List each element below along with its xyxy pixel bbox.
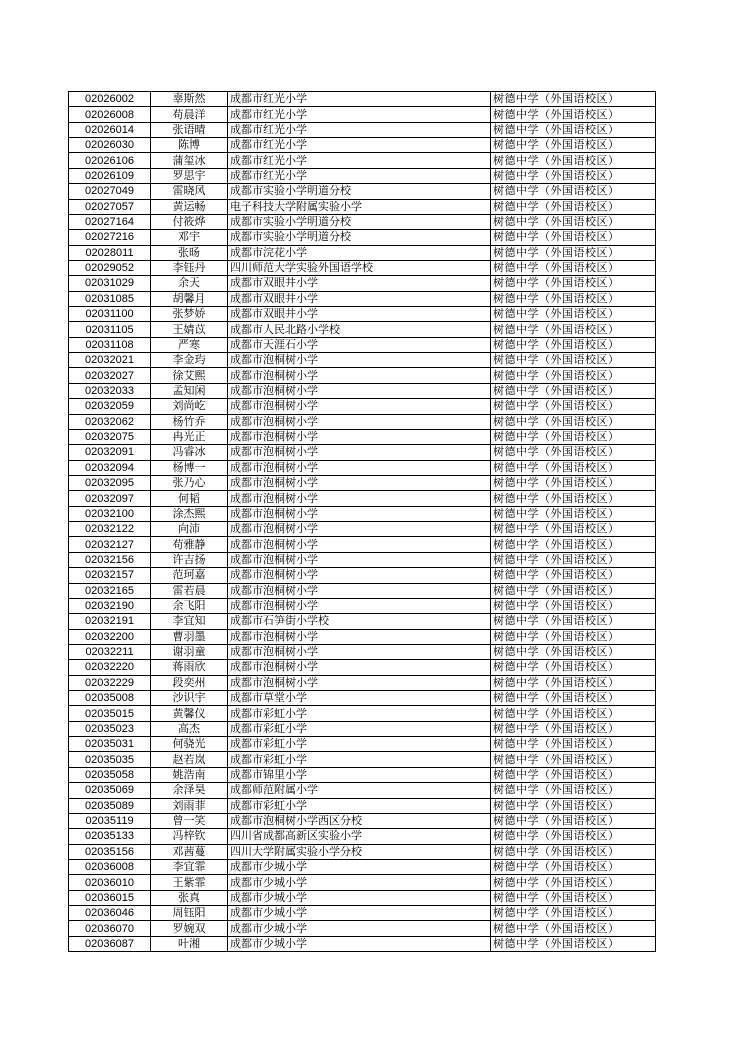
table-row bbox=[69, 475, 656, 490]
primary-school-cell: 成都市彩虹小学 bbox=[228, 737, 491, 752]
student-name-cell: 李宜霏 bbox=[151, 859, 228, 874]
student-id-cell: 02032027 bbox=[69, 368, 151, 383]
table-row bbox=[69, 552, 656, 567]
admitted-school-cell: 树德中学（外国语校区） bbox=[491, 522, 656, 537]
table-row bbox=[69, 906, 656, 921]
table-row bbox=[69, 875, 656, 890]
admitted-school-cell: 树德中学（外国语校区） bbox=[491, 122, 656, 137]
primary-school-cell: 成都市双眼井小学 bbox=[228, 291, 491, 306]
admitted-school-cell: 树德中学（外国语校区） bbox=[491, 906, 656, 921]
table-row bbox=[69, 706, 656, 721]
table-row bbox=[69, 383, 656, 398]
student-name-cell: 罗思宇 bbox=[151, 168, 228, 183]
student-id-cell: 02032094 bbox=[69, 460, 151, 475]
table-row bbox=[69, 214, 656, 229]
primary-school-cell: 成都市彩虹小学 bbox=[228, 752, 491, 767]
student-id-cell: 02032100 bbox=[69, 506, 151, 521]
admitted-school-cell: 树德中学（外国语校区） bbox=[491, 798, 656, 813]
primary-school-cell: 成都市红光小学 bbox=[228, 153, 491, 168]
student-id-cell: 02026014 bbox=[69, 122, 151, 137]
student-id-cell: 02026002 bbox=[69, 92, 151, 107]
table-row bbox=[69, 460, 656, 475]
student-name-cell: 苟雅静 bbox=[151, 537, 228, 552]
primary-school-cell: 成都市泡桐树小学 bbox=[228, 383, 491, 398]
primary-school-cell: 成都市泡桐树小学 bbox=[228, 414, 491, 429]
student-id-cell: 02032033 bbox=[69, 383, 151, 398]
primary-school-cell: 成都市少城小学 bbox=[228, 906, 491, 921]
primary-school-cell: 成都市泡桐树小学 bbox=[228, 598, 491, 613]
table-row bbox=[69, 153, 656, 168]
admitted-school-cell: 树德中学（外国语校区） bbox=[491, 767, 656, 782]
admitted-school-cell: 树德中学（外国语校区） bbox=[491, 383, 656, 398]
student-name-cell: 张梦娇 bbox=[151, 307, 228, 322]
student-name-cell: 辜斯然 bbox=[151, 92, 228, 107]
table-row bbox=[69, 445, 656, 460]
student-name-cell: 黄运畅 bbox=[151, 199, 228, 214]
primary-school-cell: 成都市泡桐树小学 bbox=[228, 368, 491, 383]
student-name-cell: 张乃心 bbox=[151, 475, 228, 490]
student-name-cell: 周钰阳 bbox=[151, 906, 228, 921]
primary-school-cell: 成都市泡桐树小学 bbox=[228, 629, 491, 644]
table-row bbox=[69, 890, 656, 905]
admitted-school-cell: 树德中学（外国语校区） bbox=[491, 552, 656, 567]
student-name-cell: 徐艾熙 bbox=[151, 368, 228, 383]
admitted-school-cell: 树德中学（外国语校区） bbox=[491, 829, 656, 844]
admitted-school-cell: 树德中学（外国语校区） bbox=[491, 460, 656, 475]
primary-school-cell: 四川省成都高新区实验小学 bbox=[228, 829, 491, 844]
student-name-cell: 苟晨洋 bbox=[151, 107, 228, 122]
primary-school-cell: 成都市浣花小学 bbox=[228, 245, 491, 260]
table-row bbox=[69, 230, 656, 245]
student-name-cell: 姚浩南 bbox=[151, 767, 228, 782]
student-id-cell: 02028011 bbox=[69, 245, 151, 260]
student-id-cell: 02036010 bbox=[69, 875, 151, 890]
student-id-cell: 02031085 bbox=[69, 291, 151, 306]
primary-school-cell: 成都市双眼井小学 bbox=[228, 307, 491, 322]
admitted-school-cell: 树德中学（外国语校区） bbox=[491, 337, 656, 352]
student-id-cell: 02032156 bbox=[69, 552, 151, 567]
student-id-cell: 02032097 bbox=[69, 491, 151, 506]
student-id-cell: 02036046 bbox=[69, 906, 151, 921]
student-id-cell: 02026030 bbox=[69, 138, 151, 153]
primary-school-cell: 成都师范附属小学 bbox=[228, 783, 491, 798]
student-id-cell: 02035119 bbox=[69, 813, 151, 828]
table-row bbox=[69, 122, 656, 137]
student-id-cell: 02036008 bbox=[69, 859, 151, 874]
primary-school-cell: 成都市实验小学明道分校 bbox=[228, 184, 491, 199]
student-name-cell: 曹羽墨 bbox=[151, 629, 228, 644]
table-row bbox=[69, 506, 656, 521]
table-row bbox=[69, 598, 656, 613]
student-name-cell: 蒲玺冰 bbox=[151, 153, 228, 168]
primary-school-cell: 电子科技大学附属实验小学 bbox=[228, 199, 491, 214]
primary-school-cell: 成都市泡桐树小学 bbox=[228, 537, 491, 552]
admitted-school-cell: 树德中学（外国语校区） bbox=[491, 691, 656, 706]
student-name-cell: 黄馨仪 bbox=[151, 706, 228, 721]
table-row bbox=[69, 783, 656, 798]
student-id-cell: 02035023 bbox=[69, 721, 151, 736]
table-row bbox=[69, 168, 656, 183]
student-id-cell: 02026106 bbox=[69, 153, 151, 168]
student-name-cell: 冯睿冰 bbox=[151, 445, 228, 460]
table-row bbox=[69, 184, 656, 199]
primary-school-cell: 成都市少城小学 bbox=[228, 859, 491, 874]
admitted-school-cell: 树德中学（外国语校区） bbox=[491, 737, 656, 752]
primary-school-cell: 成都市泡桐树小学 bbox=[228, 552, 491, 567]
primary-school-cell: 成都市少城小学 bbox=[228, 921, 491, 936]
admitted-school-cell: 树德中学（外国语校区） bbox=[491, 598, 656, 613]
student-name-cell: 罗婉双 bbox=[151, 921, 228, 936]
student-id-cell: 02032220 bbox=[69, 660, 151, 675]
student-id-cell: 02032075 bbox=[69, 429, 151, 444]
primary-school-cell: 成都市双眼井小学 bbox=[228, 276, 491, 291]
student-id-cell: 02035133 bbox=[69, 829, 151, 844]
primary-school-cell: 成都市泡桐树小学西区分校 bbox=[228, 813, 491, 828]
admitted-school-cell: 树德中学（外国语校区） bbox=[491, 107, 656, 122]
student-id-cell: 02035089 bbox=[69, 798, 151, 813]
primary-school-cell: 成都市少城小学 bbox=[228, 875, 491, 890]
student-id-cell: 02032190 bbox=[69, 598, 151, 613]
primary-school-cell: 成都市泡桐树小学 bbox=[228, 644, 491, 659]
table-row bbox=[69, 936, 656, 951]
table-row bbox=[69, 260, 656, 275]
table-row bbox=[69, 644, 656, 659]
table-row bbox=[69, 399, 656, 414]
student-id-cell: 02032021 bbox=[69, 353, 151, 368]
student-name-cell: 张旸 bbox=[151, 245, 228, 260]
student-name-cell: 付筱烨 bbox=[151, 214, 228, 229]
student-name-cell: 张真 bbox=[151, 890, 228, 905]
table-row bbox=[69, 629, 656, 644]
admitted-school-cell: 树德中学（外国语校区） bbox=[491, 445, 656, 460]
student-id-cell: 02027057 bbox=[69, 199, 151, 214]
table-row bbox=[69, 568, 656, 583]
primary-school-cell: 成都市泡桐树小学 bbox=[228, 568, 491, 583]
student-name-cell: 陈博 bbox=[151, 138, 228, 153]
student-name-cell: 李钰丹 bbox=[151, 260, 228, 275]
primary-school-cell: 成都市泡桐树小学 bbox=[228, 583, 491, 598]
student-id-cell: 02026109 bbox=[69, 168, 151, 183]
admitted-school-cell: 树德中学（外国语校区） bbox=[491, 660, 656, 675]
table-row bbox=[69, 767, 656, 782]
student-id-cell: 02035069 bbox=[69, 783, 151, 798]
student-id-cell: 02027164 bbox=[69, 214, 151, 229]
student-name-cell: 刘雨菲 bbox=[151, 798, 228, 813]
admitted-school-cell: 树德中学（外国语校区） bbox=[491, 921, 656, 936]
primary-school-cell: 成都市泡桐树小学 bbox=[228, 399, 491, 414]
primary-school-cell: 成都市彩虹小学 bbox=[228, 721, 491, 736]
student-name-cell: 叶湘 bbox=[151, 936, 228, 951]
student-id-cell: 02029052 bbox=[69, 260, 151, 275]
admitted-school-cell: 树德中学（外国语校区） bbox=[491, 414, 656, 429]
table-row bbox=[69, 138, 656, 153]
primary-school-cell: 成都市泡桐树小学 bbox=[228, 445, 491, 460]
primary-school-cell: 成都市红光小学 bbox=[228, 168, 491, 183]
admitted-school-cell: 树德中学（外国语校区） bbox=[491, 214, 656, 229]
primary-school-cell: 成都市少城小学 bbox=[228, 890, 491, 905]
primary-school-cell: 成都市泡桐树小学 bbox=[228, 660, 491, 675]
primary-school-cell: 成都市泡桐树小学 bbox=[228, 675, 491, 690]
student-name-cell: 冯梓钦 bbox=[151, 829, 228, 844]
student-name-cell: 段奕州 bbox=[151, 675, 228, 690]
admitted-school-cell: 树德中学（外国语校区） bbox=[491, 230, 656, 245]
admitted-school-cell: 树德中学（外国语校区） bbox=[491, 491, 656, 506]
admitted-school-cell: 树德中学（外国语校区） bbox=[491, 583, 656, 598]
table-row bbox=[69, 429, 656, 444]
admitted-school-cell: 树德中学（外国语校区） bbox=[491, 276, 656, 291]
student-id-cell: 02027049 bbox=[69, 184, 151, 199]
student-id-cell: 02032229 bbox=[69, 675, 151, 690]
admitted-school-cell: 树德中学（外国语校区） bbox=[491, 859, 656, 874]
student-id-cell: 02036087 bbox=[69, 936, 151, 951]
table-row bbox=[69, 322, 656, 337]
table-row bbox=[69, 614, 656, 629]
student-name-cell: 涂杰熙 bbox=[151, 506, 228, 521]
admitted-school-cell: 树德中学（外国语校区） bbox=[491, 322, 656, 337]
student-id-cell: 02031100 bbox=[69, 307, 151, 322]
student-name-cell: 王婧苡 bbox=[151, 322, 228, 337]
table-row bbox=[69, 798, 656, 813]
primary-school-cell: 成都市泡桐树小学 bbox=[228, 522, 491, 537]
table-body bbox=[69, 92, 656, 952]
table-row bbox=[69, 276, 656, 291]
primary-school-cell: 成都市锦里小学 bbox=[228, 767, 491, 782]
admitted-school-cell: 树德中学（外国语校区） bbox=[491, 475, 656, 490]
table-row bbox=[69, 199, 656, 214]
student-id-cell: 02035058 bbox=[69, 767, 151, 782]
student-name-cell: 邓宇 bbox=[151, 230, 228, 245]
student-name-cell: 向沛 bbox=[151, 522, 228, 537]
student-id-cell: 02035031 bbox=[69, 737, 151, 752]
student-id-cell: 02036015 bbox=[69, 890, 151, 905]
student-id-cell: 02032122 bbox=[69, 522, 151, 537]
admitted-school-cell: 树德中学（外国语校区） bbox=[491, 199, 656, 214]
table-row bbox=[69, 414, 656, 429]
table-row bbox=[69, 291, 656, 306]
table-row bbox=[69, 353, 656, 368]
primary-school-cell: 成都市天涯石小学 bbox=[228, 337, 491, 352]
student-id-cell: 02026008 bbox=[69, 107, 151, 122]
student-name-cell: 许吉扬 bbox=[151, 552, 228, 567]
student-id-cell: 02035156 bbox=[69, 844, 151, 859]
primary-school-cell: 成都市人民北路小学校 bbox=[228, 322, 491, 337]
admitted-school-cell: 树德中学（外国语校区） bbox=[491, 721, 656, 736]
table-row bbox=[69, 522, 656, 537]
admitted-school-cell: 树德中学（外国语校区） bbox=[491, 706, 656, 721]
student-name-cell: 雷若晨 bbox=[151, 583, 228, 598]
admitted-school-cell: 树德中学（外国语校区） bbox=[491, 752, 656, 767]
student-id-cell: 02032191 bbox=[69, 614, 151, 629]
student-id-cell: 02031108 bbox=[69, 337, 151, 352]
table-row bbox=[69, 537, 656, 552]
admitted-school-cell: 树德中学（外国语校区） bbox=[491, 184, 656, 199]
student-name-cell: 范珂嘉 bbox=[151, 568, 228, 583]
admitted-school-cell: 树德中学（外国语校区） bbox=[491, 675, 656, 690]
student-id-cell: 02035035 bbox=[69, 752, 151, 767]
admitted-school-cell: 树德中学（外国语校区） bbox=[491, 890, 656, 905]
table-row bbox=[69, 844, 656, 859]
admitted-school-cell: 树德中学（外国语校区） bbox=[491, 429, 656, 444]
student-name-cell: 沙识宇 bbox=[151, 691, 228, 706]
admitted-school-cell: 树德中学（外国语校区） bbox=[491, 245, 656, 260]
student-name-cell: 何骁光 bbox=[151, 737, 228, 752]
student-name-cell: 胡馨月 bbox=[151, 291, 228, 306]
student-id-cell: 02027216 bbox=[69, 230, 151, 245]
admitted-school-cell: 树德中学（外国语校区） bbox=[491, 92, 656, 107]
primary-school-cell: 成都市草堂小学 bbox=[228, 691, 491, 706]
student-name-cell: 冉光正 bbox=[151, 429, 228, 444]
student-name-cell: 王紫霏 bbox=[151, 875, 228, 890]
student-id-cell: 02032211 bbox=[69, 644, 151, 659]
student-name-cell: 赵若岚 bbox=[151, 752, 228, 767]
primary-school-cell: 成都市红光小学 bbox=[228, 122, 491, 137]
primary-school-cell: 成都市少城小学 bbox=[228, 936, 491, 951]
primary-school-cell: 四川师范大学实验外国语学校 bbox=[228, 260, 491, 275]
admitted-school-cell: 树德中学（外国语校区） bbox=[491, 644, 656, 659]
student-id-cell: 02032095 bbox=[69, 475, 151, 490]
admitted-school-cell: 树德中学（外国语校区） bbox=[491, 307, 656, 322]
table-row bbox=[69, 583, 656, 598]
admitted-school-cell: 树德中学（外国语校区） bbox=[491, 568, 656, 583]
table-row bbox=[69, 721, 656, 736]
admitted-school-cell: 树德中学（外国语校区） bbox=[491, 353, 656, 368]
student-name-cell: 余天 bbox=[151, 276, 228, 291]
primary-school-cell: 成都市泡桐树小学 bbox=[228, 429, 491, 444]
student-name-cell: 孟知闲 bbox=[151, 383, 228, 398]
admitted-school-cell: 树德中学（外国语校区） bbox=[491, 138, 656, 153]
admitted-school-cell: 树德中学（外国语校区） bbox=[491, 399, 656, 414]
student-id-cell: 02032062 bbox=[69, 414, 151, 429]
table-row bbox=[69, 752, 656, 767]
table-row bbox=[69, 691, 656, 706]
admitted-school-cell: 树德中学（外国语校区） bbox=[491, 291, 656, 306]
student-id-cell: 02036070 bbox=[69, 921, 151, 936]
student-name-cell: 张语晴 bbox=[151, 122, 228, 137]
student-id-cell: 02032059 bbox=[69, 399, 151, 414]
student-id-cell: 02031105 bbox=[69, 322, 151, 337]
table-row bbox=[69, 921, 656, 936]
admitted-school-cell: 树德中学（外国语校区） bbox=[491, 629, 656, 644]
student-name-cell: 李宜知 bbox=[151, 614, 228, 629]
admitted-school-cell: 树德中学（外国语校区） bbox=[491, 875, 656, 890]
admitted-school-cell: 树德中学（外国语校区） bbox=[491, 537, 656, 552]
table-row bbox=[69, 245, 656, 260]
table-row bbox=[69, 859, 656, 874]
table-row bbox=[69, 337, 656, 352]
student-name-cell: 邓茜蔓 bbox=[151, 844, 228, 859]
student-name-cell: 高杰 bbox=[151, 721, 228, 736]
admitted-school-cell: 树德中学（外国语校区） bbox=[491, 813, 656, 828]
primary-school-cell: 成都市泡桐树小学 bbox=[228, 353, 491, 368]
table-row bbox=[69, 813, 656, 828]
primary-school-cell: 成都市泡桐树小学 bbox=[228, 506, 491, 521]
student-name-cell: 雷晓风 bbox=[151, 184, 228, 199]
primary-school-cell: 成都市泡桐树小学 bbox=[228, 460, 491, 475]
table-row bbox=[69, 92, 656, 107]
student-id-cell: 02035015 bbox=[69, 706, 151, 721]
table-row bbox=[69, 737, 656, 752]
student-id-cell: 02032091 bbox=[69, 445, 151, 460]
student-name-cell: 杨博一 bbox=[151, 460, 228, 475]
table-row bbox=[69, 675, 656, 690]
admitted-school-cell: 树德中学（外国语校区） bbox=[491, 368, 656, 383]
student-name-cell: 曾一笑 bbox=[151, 813, 228, 828]
admitted-school-cell: 树德中学（外国语校区） bbox=[491, 844, 656, 859]
table-row bbox=[69, 829, 656, 844]
student-name-cell: 余泽昊 bbox=[151, 783, 228, 798]
table-row bbox=[69, 368, 656, 383]
admitted-school-cell: 树德中学（外国语校区） bbox=[491, 783, 656, 798]
student-name-cell: 杨竹乔 bbox=[151, 414, 228, 429]
student-id-cell: 02032200 bbox=[69, 629, 151, 644]
primary-school-cell: 成都市红光小学 bbox=[228, 92, 491, 107]
admitted-school-cell: 树德中学（外国语校区） bbox=[491, 936, 656, 951]
table-row bbox=[69, 491, 656, 506]
student-name-cell: 严寒 bbox=[151, 337, 228, 352]
student-name-cell: 何韬 bbox=[151, 491, 228, 506]
student-name-cell: 李金玙 bbox=[151, 353, 228, 368]
admitted-school-cell: 树德中学（外国语校区） bbox=[491, 168, 656, 183]
student-id-cell: 02032127 bbox=[69, 537, 151, 552]
primary-school-cell: 成都市实验小学明道分校 bbox=[228, 230, 491, 245]
primary-school-cell: 四川大学附属实验小学分校 bbox=[228, 844, 491, 859]
student-name-cell: 余飞阳 bbox=[151, 598, 228, 613]
table-row bbox=[69, 660, 656, 675]
admitted-school-cell: 树德中学（外国语校区） bbox=[491, 153, 656, 168]
admitted-school-cell: 树德中学（外国语校区） bbox=[491, 614, 656, 629]
primary-school-cell: 成都市泡桐树小学 bbox=[228, 475, 491, 490]
student-id-cell: 02035008 bbox=[69, 691, 151, 706]
student-id-cell: 02032165 bbox=[69, 583, 151, 598]
primary-school-cell: 成都市红光小学 bbox=[228, 107, 491, 122]
primary-school-cell: 成都市彩虹小学 bbox=[228, 798, 491, 813]
student-id-cell: 02031029 bbox=[69, 276, 151, 291]
student-id-cell: 02032157 bbox=[69, 568, 151, 583]
spreadsheet-page bbox=[68, 91, 655, 952]
table-row bbox=[69, 107, 656, 122]
primary-school-cell: 成都市彩虹小学 bbox=[228, 706, 491, 721]
primary-school-cell: 成都市泡桐树小学 bbox=[228, 491, 491, 506]
admitted-school-cell: 树德中学（外国语校区） bbox=[491, 260, 656, 275]
student-name-cell: 刘尚屹 bbox=[151, 399, 228, 414]
primary-school-cell: 成都市实验小学明道分校 bbox=[228, 214, 491, 229]
student-table bbox=[68, 91, 656, 952]
admitted-school-cell: 树德中学（外国语校区） bbox=[491, 506, 656, 521]
primary-school-cell: 成都市红光小学 bbox=[228, 138, 491, 153]
student-name-cell: 蒋雨欣 bbox=[151, 660, 228, 675]
table-row bbox=[69, 307, 656, 322]
student-name-cell: 谢羽童 bbox=[151, 644, 228, 659]
primary-school-cell: 成都市石笋街小学校 bbox=[228, 614, 491, 629]
